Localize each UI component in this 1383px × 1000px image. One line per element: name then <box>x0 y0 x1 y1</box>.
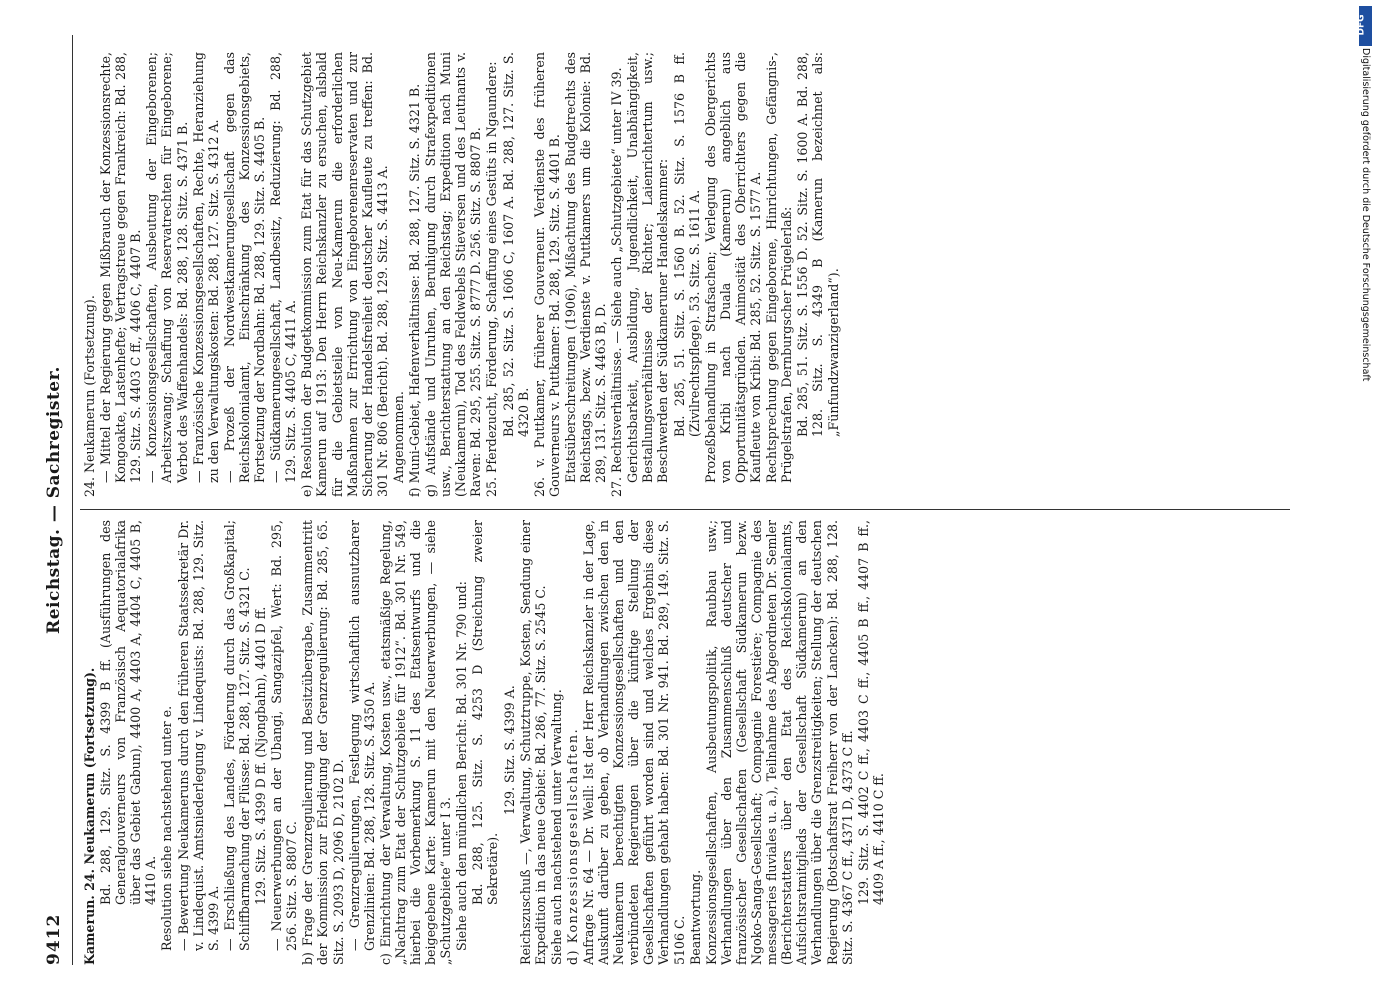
entry: Bd. 285, 51. Sitz. S. 1560 B. 52. Sitz. S. 1576 B ff. (Zivilrechtspflege). 53. Sitz. S. 1611 A. <box>671 52 702 437</box>
entry: Anfrage Nr. 64 — Dr. Weill: Ist der Herr Reichskanzler in der Lage, Auskunft darüber zu geben, ob Verhandlungen zwischen den in Neukamerun berechtigten Konzessionsgesellschaften und den verbündeten Regierungen über die künftige Stellung der Gesellschaften geführt worden sind und welches Ergebnis diese Verhandlungen gehabt haben: Bd. 301 Nr. 941. Bd. 289, 149. Sitz. S. 5106 C. <box>581 520 687 965</box>
running-title: Reichstag. — Sachregister. <box>44 366 64 634</box>
subsection-heading: d) Konzessionsgesellschaften. <box>564 727 580 965</box>
entry: Bd. 285, 52. Sitz. S. 1606 C, 1607 A. Bd. 288, 127. Sitz. S. 4320 B. <box>500 52 531 437</box>
right-column <box>82 52 1292 497</box>
entry: 129. Sitz. S. 4399 A. <box>501 685 517 815</box>
entry: Beantwortung. <box>687 869 703 965</box>
entry: — Bewertung Neukameruns durch den früheren Staatssekretär Dr. v. Lindequist. Amtsniederlegung v. Lindequists: Bd. 288, 129. Sitz. S. 4399 A. <box>175 520 221 951</box>
entry: Siehe auch den mündlichen Bericht: Bd. 301 Nr. 790 und: <box>454 581 470 951</box>
page-number: 9412 <box>44 913 64 965</box>
entry: — Erschließung des Landes, Förderung durch das Großkapital; Schiffbarmachung der Flüsse: Bd. 288, 127. Sitz. S. 4321 C. <box>221 520 252 951</box>
entry: Siehe auch nachstehend unter Verwaltung. <box>548 689 564 965</box>
entry: — Südkamerungesellschaft, Landbesitz, Reduzierung: Bd. 288, 129. Sitz. S. 4405 C, 4411 A. <box>268 52 299 483</box>
entry: — Französische Konzessionsgesellschaften, Rechte, Heranziehung zu den Verwaltungskosten: Bd. 288, 127. Sitz. S. 4312 A. <box>190 52 221 483</box>
entry: — Konzessionsgesellschaften, Ausbeutung der Eingeborenen; Arbeitszwang; Schaffung von Reservatrechten für Eingeborene; Verbot des Waffenhandels: Bd. 288, 128. Sitz. S. 4371 B. <box>144 52 190 483</box>
entry: 129. Sitz. S. 4399 D ff. (Njongbahn), 4401 D ff. <box>253 606 269 905</box>
digitization-sidebar <box>1348 0 1383 1000</box>
entry: Prozeßbehandlung in Strafsachen; Verlegung des Obergerichts von Kribi nach Duala (Kamerun) angeblich aus Opportunitätsgründen. Animosität des Oberrichters gegen die Kaufleute von Kribi: Bd. 285, 52. Sitz. S. 1577 A. <box>702 52 764 483</box>
entry: — Grenzregulierungen, Festlegung wirtschaftlich ausnutzbarer Grenzlinien: Bd. 288, 128. Sitz. S. 4350 A. <box>346 520 377 951</box>
entry: Bd. 285, 51. Sitz. S. 1556 D. 52. Sitz. S. 1600 A. Bd. 288, 128. Sitz. S. 4349 B (Kamerun bezeichnet als: „Fünfundzwanzigerland“). <box>795 52 841 437</box>
rotated-page-content <box>40 35 1300 965</box>
section-heading: 24. Neukamerun (Fortsetzung). <box>82 295 97 497</box>
column-separator <box>80 509 1290 510</box>
dfg-logo-text: DFG <box>1356 14 1367 36</box>
left-column <box>82 520 1292 965</box>
entry: Resolution siehe nachstehend unter e. <box>159 705 175 951</box>
entry: b) Frage der Grenzregulierung und Besitzübergabe, Zusammentritt der Kommission zur Erledigung der Grenzregulierung: Bd. 285, 65. Sitz. S. 2093 D, 2096 D, 2102 D. <box>300 520 346 965</box>
entry: Konzessionsgesellschaften, Ausbeutungspolitik, Raubbau usw.; Verhandlungen über den Zusammenschluß deutscher und französischer Gesellschaften (Gesellschaft Südkamerun bezw. Ngoko-Sanga-Gesellschaft; Compagnie Forestière; Compagnie des messageries fluviales u. a.), Teilnahme des Abgeordneten Dr. Semler (Berichterstatters über den Etat des Reichskolonialamts, Aufsichtsratmitglieds der Gesellschaft Südkamerun) an den Verhandlungen über die Grenzstreitigkeiten; Stellung der deutschen Regierung (Botschaftsrat Freiherr von der Lancken): Bd. 288, 128. Sitz. S. 4367 C ff., 4371 D, 4373 C ff. <box>703 520 855 965</box>
entry: Reichszuschuß —, Verwaltung, Schutztruppe, Kosten, Sendung einer Expedition in das neue Gebiet: Bd. 286, 77. Sitz. S. 2545 C. <box>517 520 548 965</box>
entry: g) Aufstände und Unruhen, Beruhigung durch Strafexpeditionen usw., Berichterstattung an den Reichstag; Expedition nach Muni (Neukamerun), Tod des Feldwebels Stieversen und des Leutnants v. Raven: Bd. 295, 255. Sitz. S. 8777 D. 256. Sitz. S. 8807 B. <box>423 52 484 497</box>
entry: 26. v. Puttkamer, früherer Gouverneur. Verdienste des früheren Gouverneurs v. Puttkamer: Bd. 288, 129. Sitz. S. 4401 B. <box>531 52 562 497</box>
entry: — Mittel der Regierung gegen Mißbrauch der Konzessionsrechte, Kongoakte, Lastenhefte; Vertragstreue gegen Frankreich: Bd. 288, 129. Sitz. S. 4403 C ff., 4406 C, 4407 B. <box>98 52 144 483</box>
entry: f) Muni-Gebiet, Hafenverhältnisse: Bd. 288, 127. Sitz. S. 4321 B. <box>406 83 422 497</box>
funding-note: Digitalisierung gefördert durch die Deutsche Forschungsgemeinschaft <box>1360 48 1371 382</box>
entry: — Neuerwerbungen an der Ubangi, Sangazipfel, Wert: Bd. 295, 256. Sitz. S. 8807 C. <box>269 520 300 951</box>
entry: Bd. 288, 125. Sitz. S. 4253 D (Streichung zweier Sekretäre). <box>470 520 501 905</box>
entry: — Prozeß der Nordwestkamerungesellschaft gegen das Reichskolonialamt, Einschränkung des Konzessionsgebiets, Fortsetzung der Nordbahn: Bd. 288, 129. Sitz. S. 4405 B. <box>221 52 268 483</box>
entry: Etatsüberschreitungen (1906), Mißachtung des Budgetrechts des Reichstags, bezw. Verdienste v. Puttkamers um die Kolonie: Bd. 289, 131. Sitz. S. 4463 B, D. <box>562 52 609 483</box>
entry: Rechtsprechung gegen Eingeborene, Hinrichtungen, Gefängnis-, Prügelstrafen, Dernburgscher Prügelerlaß: <box>764 52 795 483</box>
entry: 129. Sitz. S. 4402 C ff., 4403 C ff., 4405 B ff., 4407 B ff., 4409 A ff., 4410 C ff. <box>855 520 886 905</box>
page-header <box>40 35 70 965</box>
entry: Angenommen. <box>390 391 406 483</box>
entry: Bd. 288, 129. Sitz. S. 4399 B ff. (Ausführungen des Generalgouverneurs von Französisch Aequatorialafrika über das Gebiet Gabun), 4400 A, 4403 A, 4404 C, 4405 B, 4410 A. <box>98 520 159 905</box>
header-rule <box>72 35 73 965</box>
entry: c) Einrichtung der Verwaltung, Kosten usw., etatsmäßige Regelung, „Nachtrag zum Etat der Schutzgebiete für 1912“. Bd. 301 Nr. 549, hierbei die Vorbemerkung S. 11 des Etatsentwurfs und die beigegebene Karte: Kamerun mit den Neuerwerbungen, — siehe „Schutzgebiete“ unter I 3. <box>377 520 454 965</box>
entry: 25. Pferdezucht, Förderung, Schaffung eines Gestüts in Ngaundere: <box>484 61 500 497</box>
dfg-logo <box>1356 6 1372 46</box>
section-heading: Kamerun. 24. Neukamerun (Fortsetzung). <box>82 667 97 965</box>
entry: 27. Rechtsverhältnisse. — Siehe auch „Schutzgebiete“ unter IV 39. <box>609 67 625 497</box>
entry: Gerichtsbarkeit, Ausbildung, Jugendlichkeit, Unabhängigkeit, Bestallungsverhältnisse der Richter; Laienrichtertum usw.; Beschwerden der Südkameruner Handelskammer: <box>625 52 671 483</box>
entry: e) Resolution der Budgetkommission zum Etat für das Schutzgebiet Kamerun auf 1913: Den Herrn Reichskanzler zu ersuchen, alsbald für die Gebietsteile von Neu-Kamerun die erforderlichen Maßnahmen zur Errichtung von Eingeborenenreservaten und zur Sicherung der Handelsfreiheit deutscher Kaufleute zu treffen: Bd. 301 Nr. 806 (Bericht). Bd. 288, 129. Sitz. S. 4413 A. <box>299 52 390 497</box>
